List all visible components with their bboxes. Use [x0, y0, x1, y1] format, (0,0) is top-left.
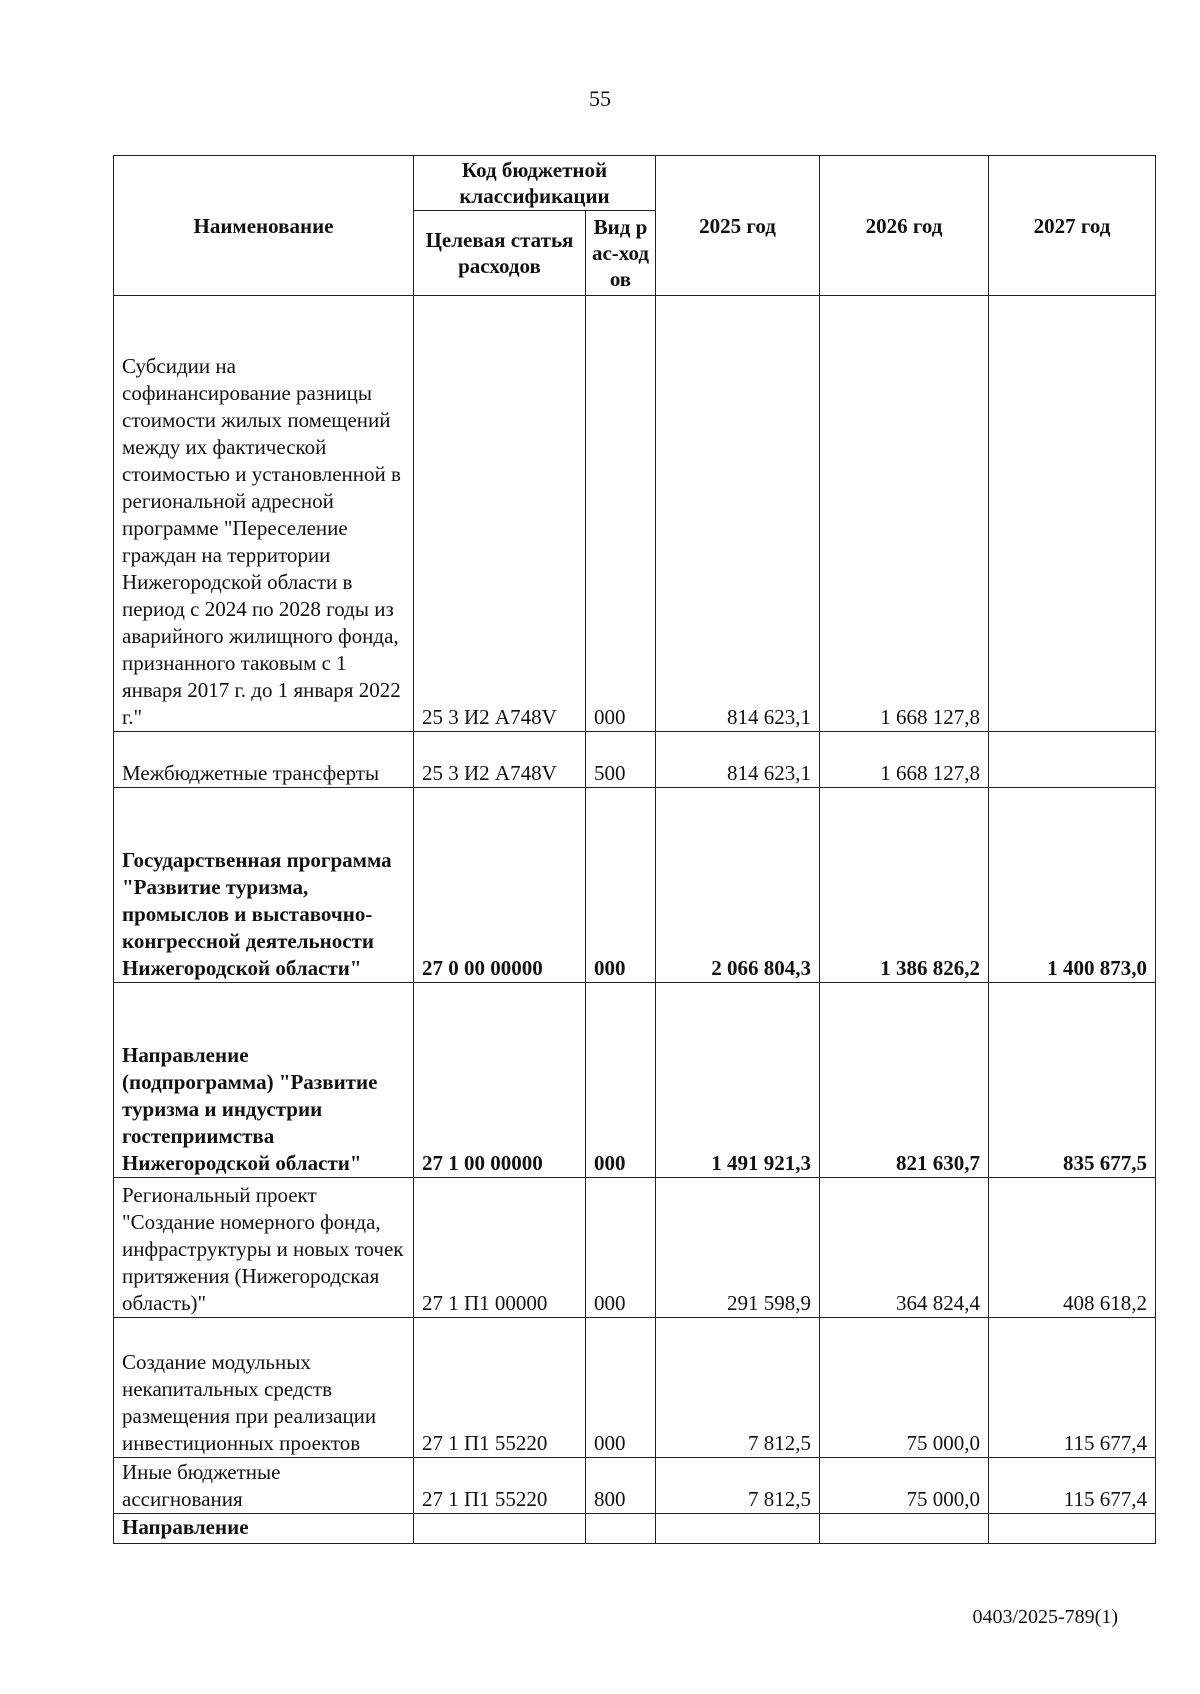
row-vid: 000 [586, 1178, 656, 1318]
row-2027: 1 400 873,0 [989, 788, 1156, 983]
row-2026: 364 824,4 [820, 1178, 989, 1318]
row-2026: 75 000,0 [820, 1458, 989, 1514]
row-code: 27 1 П1 00000 [414, 1178, 586, 1318]
row-2027: 408 618,2 [989, 1178, 1156, 1318]
table-row [114, 1318, 1156, 1458]
row-2027 [989, 296, 1156, 732]
row-vid: 000 [586, 296, 656, 732]
row-2025: 291 598,9 [656, 1178, 820, 1318]
row-2026: 1 668 127,8 [820, 732, 989, 788]
table-row [114, 788, 1156, 983]
row-name: Межбюджетные трансферты [114, 732, 414, 788]
row-name: Государственная программа "Развитие туризма, промыслов и выставочно-конгрессной деятельности Нижегородской области" [114, 788, 414, 983]
row-2026: 821 630,7 [820, 983, 989, 1178]
header-2027: 2027 год [989, 156, 1156, 296]
row-2025: 2 066 804,3 [656, 788, 820, 983]
row-2026: 1 386 826,2 [820, 788, 989, 983]
row-name: Создание модульных некапитальных средств размещения при реализации инвестиционных проектов [114, 1318, 414, 1458]
header-row [114, 156, 1156, 211]
table-row [114, 1458, 1156, 1514]
row-code [414, 1514, 586, 1544]
table-row [114, 1178, 1156, 1318]
row-2026: 1 668 127,8 [820, 296, 989, 732]
header-target: Целевая статья расходов [414, 211, 586, 296]
row-vid [586, 1514, 656, 1544]
row-code: 27 1 П1 55220 [414, 1318, 586, 1458]
row-2027: 115 677,4 [989, 1318, 1156, 1458]
document-code: 0403/2025-789(1) [972, 1606, 1118, 1628]
row-vid: 000 [586, 788, 656, 983]
row-vid: 500 [586, 732, 656, 788]
row-2025: 814 623,1 [656, 296, 820, 732]
row-code: 25 3 И2 А748V [414, 296, 586, 732]
row-2025: 7 812,5 [656, 1458, 820, 1514]
header-kbk: Код бюджетной классификации [414, 156, 656, 211]
row-name: Иные бюджетные ассигнования [114, 1458, 414, 1514]
row-2026: 75 000,0 [820, 1318, 989, 1458]
row-name: Направление (подпрограмма) "Развитие туризма и индустрии гостеприимства Нижегородской области" [114, 983, 414, 1178]
header-vid: Вид рас-ходов [586, 211, 656, 296]
budget-table [113, 155, 1156, 1544]
row-vid: 000 [586, 1318, 656, 1458]
row-2025 [656, 1514, 820, 1544]
header-2025: 2025 год [656, 156, 820, 296]
row-code: 25 3 И2 А748V [414, 732, 586, 788]
header-name: Наименование [114, 156, 414, 296]
row-2027 [989, 1514, 1156, 1544]
row-name: Направление [114, 1514, 414, 1544]
table-row [114, 732, 1156, 788]
row-vid: 800 [586, 1458, 656, 1514]
row-code: 27 1 П1 55220 [414, 1458, 586, 1514]
row-code: 27 0 00 00000 [414, 788, 586, 983]
row-2025: 814 623,1 [656, 732, 820, 788]
row-2026 [820, 1514, 989, 1544]
row-2027 [989, 732, 1156, 788]
row-vid: 000 [586, 983, 656, 1178]
row-name: Субсидии на софинансирование разницы стоимости жилых помещений между их фактической стоимостью и установленной в региональной адресной программе "Переселение граждан на территории Нижегородской области в период с 2024 по 2028 годы из аварийного жилищного фонда, признанного таковым с 1 января 2017 г. до 1 января 2022 г." [114, 296, 414, 732]
row-name: Региональный проект "Создание номерного фонда, инфраструктуры и новых точек притяжения (Нижегородская область)" [114, 1178, 414, 1318]
row-2027: 835 677,5 [989, 983, 1156, 1178]
row-2027: 115 677,4 [989, 1458, 1156, 1514]
row-2025: 7 812,5 [656, 1318, 820, 1458]
header-2026: 2026 год [820, 156, 989, 296]
table-row [114, 296, 1156, 732]
table-row [114, 983, 1156, 1178]
row-code: 27 1 00 00000 [414, 983, 586, 1178]
page-number: 55 [589, 86, 611, 111]
row-2025: 1 491 921,3 [656, 983, 820, 1178]
table-row [114, 1514, 1156, 1544]
